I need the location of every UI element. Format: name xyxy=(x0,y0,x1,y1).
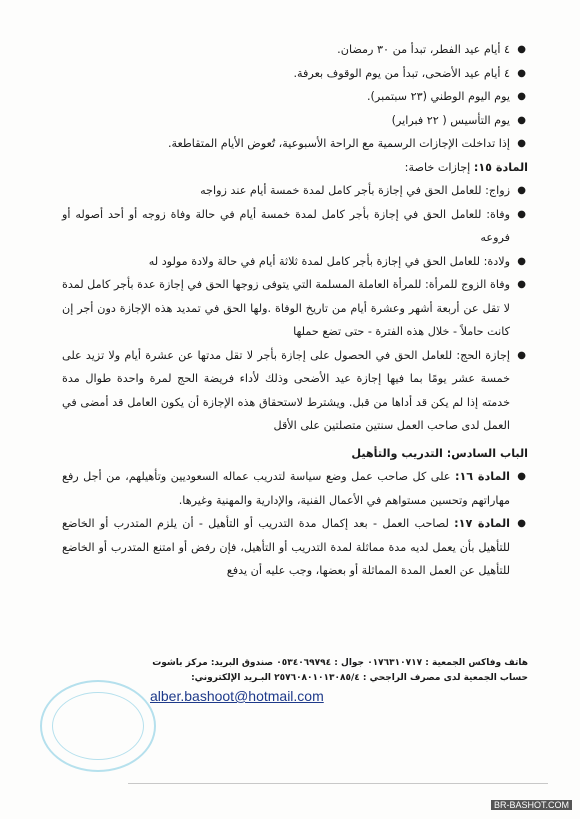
list-item: ● يوم اليوم الوطني (٢٣ سبتمبر). xyxy=(62,85,528,109)
stamp-seal xyxy=(40,680,156,772)
stamp-inner-ring xyxy=(52,692,144,760)
bullet-icon: ● xyxy=(517,185,526,196)
bullet-icon: ● xyxy=(517,138,526,149)
list-item: ● المادة ١٦: على كل صاحب عمل وضع سياسة لتدريب عماله السعوديين وتأهيلهم، من أجل رفع مهاراتهم وتحسين مستواهم في الأعمال الفنية، والإدارية والمهنية وغيرها. xyxy=(62,465,528,512)
list-item: ● ٤ أيام عيد الفطر، تبدأ من ٣٠ رمضان. xyxy=(62,38,528,62)
bullet-icon: ● xyxy=(517,518,526,529)
list-item: ● وفاة: للعامل الحق في إجازة بأجر كامل لمدة خمسة أيام في حالة وفاة زوجه أو أحد أصوله أو فروعه xyxy=(62,203,528,250)
footer-divider xyxy=(128,783,548,784)
bullet-icon: ● xyxy=(517,279,526,290)
bullet-icon: ● xyxy=(517,67,526,79)
bullet-icon: ● xyxy=(517,255,526,267)
bullet-icon: ● xyxy=(517,91,526,102)
list-item: ● زواج: للعامل الحق في إجازة بأجر كامل لمدة خمسة أيام عند زواجه xyxy=(62,179,528,203)
site-watermark: BR-BASHOT.COM xyxy=(491,800,572,810)
article-number: المادة ١٦: xyxy=(454,470,510,483)
footer-contact xyxy=(62,656,528,686)
list-item: ● إذا تداخلت الإجازات الرسمية مع الراحة الأسبوعية، تُعوض الأيام المتقاطعة. xyxy=(62,132,528,156)
bullet-icon: ● xyxy=(517,208,526,220)
email-link[interactable]: alber.bashoot@hotmail.com xyxy=(150,688,324,704)
article-number: المادة ١٥: xyxy=(473,160,528,174)
bullet-icon: ● xyxy=(517,349,526,361)
bank-line: حساب الجمعية لدى مصرف الراجحي : ٢٥٧٦٠٨٠١٠١٣٠٨٥/٤ البـريد الإلكتروني: xyxy=(191,673,528,683)
bullet-icon: ● xyxy=(517,471,526,482)
article-number: المادة ١٧: xyxy=(454,517,510,530)
article-title: إجازات خاصة: xyxy=(404,160,474,174)
list-item: ● ٤ أيام عيد الأضحى، تبدأ من يوم الوقوف بعرفة. xyxy=(62,62,528,86)
article-15-heading xyxy=(62,156,528,180)
document-body xyxy=(62,38,528,583)
bullet-icon: ● xyxy=(517,114,526,126)
chapter-heading: الباب السادس: التدريب والتأهيل xyxy=(351,446,528,460)
bullet-icon: ● xyxy=(517,44,526,55)
list-item: ● يوم التأسيس ( ٢٢ فبراير) xyxy=(62,109,528,133)
list-item: ● المادة ١٧: لصاحب العمل - بعد إكمال مدة التدريب أو التأهيل - أن يلزم المتدرب أو الخاضع للتأهيل بأن يعمل لديه مدة مماثلة لمدة التدريب أو التأهيل، فإن رفض أو امتنع المتدرب أو الخاضع للتأهيل عن العمل المدة المماثلة أو بعضها، وجب عليه أن يدفع xyxy=(62,512,528,583)
list-item: ● وفاة الزوج للمرأة: للمرأة العاملة المسلمة التي يتوفى زوجها الحق في إجازة عدة بأجر كامل لمدة لا تقل عن أربعة أشهر وعشرة أيام من تاريخ الوفاة .ولها الحق في تمديد هذه الإجازة دون أجر إن كانت حاملاً - خلال هذه الفترة - حتى تضع حملها xyxy=(62,273,528,344)
list-item: ● إجازة الحج: للعامل الحق في الحصول على إجازة بأجر لا تقل مدتها عن عشرة أيام ولا تزيد على خمسة عشر يومًا بما فيها إجازة عيد الأضحى وذلك لأداء فريضة الحج لمرة واحدة طوال مدة خدمته إذا لم يكن قد أداها من قبل. ويشترط لاستحقاق هذه الإجازة أن يكون العامل قد أمضى في العمل لدى صاحب العمل سنتين متصلتين على الأقل xyxy=(62,344,528,438)
contact-line: هاتف وفاكس الجمعية : ٠١٧٦٣١٠٧١٧ جوال : ٠٥٣٤٠٦٩٧٩٤ صندوق البريد: مركز باشوت xyxy=(152,658,528,668)
list-item: ● ولادة: للعامل الحق في إجازة بأجر كامل لمدة ثلاثة أيام في حالة ولادة مولود له xyxy=(62,250,528,274)
